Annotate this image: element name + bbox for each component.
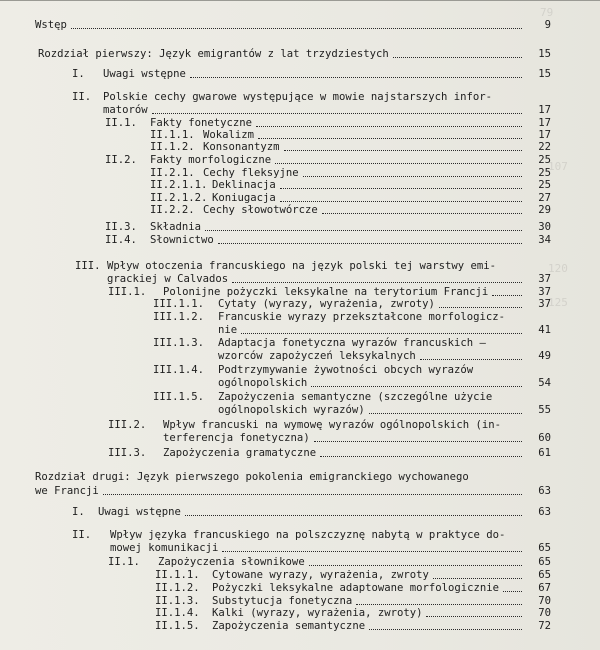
- dot-leader: [190, 67, 522, 78]
- toc-entry-number: I.: [72, 506, 85, 518]
- toc-entry-title: Wokalizm: [203, 129, 255, 141]
- dot-leader: [439, 297, 522, 308]
- toc-entry-title: Deklinacja: [212, 179, 276, 191]
- toc-entry-title: Zapożyczenia słownikowe: [158, 556, 305, 568]
- dot-leader: [320, 446, 522, 457]
- toc-entry-number: II.1.4.: [155, 607, 200, 619]
- dot-leader: [232, 272, 522, 283]
- toc-page-number: 37: [538, 286, 551, 298]
- toc-page-number: 54: [538, 377, 551, 389]
- toc-page-number: 70: [538, 607, 551, 619]
- dot-leader: [205, 220, 522, 231]
- toc-entry-title: ogólnopolskich wyrazów): [218, 404, 365, 416]
- dot-leader: [369, 403, 522, 414]
- toc-entry-number: III.2.: [108, 419, 147, 431]
- toc-page-number: 55: [538, 404, 551, 416]
- toc-entry-title: Pożyczki leksykalne adaptowane morfologicznie: [212, 582, 500, 594]
- toc-page-number: 29: [538, 204, 551, 216]
- toc-entry-title: Rozdział pierwszy: Język emigrantów z lat trzydziestych: [38, 48, 389, 60]
- toc-entry-title: Cechy fleksyjne: [203, 167, 299, 179]
- dot-leader: [280, 191, 522, 202]
- dot-leader: [258, 128, 522, 139]
- toc-entry-title: ogólnopolskich: [218, 377, 308, 389]
- toc-page-number: 17: [538, 117, 551, 129]
- toc-entry-number: II.3.: [105, 221, 137, 233]
- bleed-through-text: 107: [548, 160, 568, 173]
- dot-leader: [369, 619, 522, 630]
- dot-leader: [71, 18, 522, 29]
- bleed-through-text: 120: [548, 262, 568, 275]
- dot-leader: [420, 349, 522, 360]
- toc-entry-title: Fakty morfologiczne: [150, 154, 272, 166]
- toc-entry-title: Koniugacja: [212, 192, 276, 204]
- toc-entry-number: II.1.3.: [155, 595, 200, 607]
- toc-entry-number: III.1.1.: [153, 298, 205, 310]
- toc-entry-number: II.1.1.: [155, 569, 200, 581]
- toc-entry-title: matorów: [103, 104, 148, 116]
- toc-entry-title: nie: [218, 324, 238, 336]
- toc-entry-title: Wpływ języka francuskiego na polszczyznę nabytą w praktyce do-: [110, 529, 506, 541]
- toc-entry-title: Podtrzymywanie żywotności obcych wyrazów: [218, 364, 474, 376]
- dot-leader: [284, 140, 522, 151]
- toc-entry-title: Zapożyczenia gramatyczne: [163, 447, 317, 459]
- toc-entry-title: Polonijne pożyczki leksykalne na terytorium Francji: [163, 286, 489, 298]
- toc-entry-number: II.1.1.: [150, 129, 195, 141]
- dot-leader: [152, 103, 522, 114]
- toc-entry-number: II.2.: [105, 154, 137, 166]
- toc-page-number: 67: [538, 582, 551, 594]
- toc-page-number: 61: [538, 447, 551, 459]
- toc-page-number: 37: [538, 273, 551, 285]
- toc-entry-title: terferencja fonetyczna): [163, 432, 310, 444]
- toc-entry-number: III.3.: [108, 447, 147, 459]
- toc-page-number: 17: [538, 104, 551, 116]
- toc-entry-number: II.2.2.: [150, 204, 195, 216]
- dot-leader: [275, 153, 522, 164]
- toc-page-number: 22: [538, 141, 551, 153]
- toc-entry-title: Substytucja fonetyczna: [212, 595, 353, 607]
- toc-entry-number: II.1.5.: [155, 620, 200, 632]
- toc-entry-title: Składnia: [150, 221, 202, 233]
- toc-entry-title: we Francji: [35, 485, 99, 497]
- toc-page-number: 65: [538, 569, 551, 581]
- dot-leader: [303, 166, 522, 177]
- dot-leader: [503, 581, 522, 592]
- dot-leader: [103, 484, 522, 495]
- toc-entry-number: III.: [75, 260, 101, 272]
- toc-page-number: 49: [538, 350, 551, 362]
- toc-page-number: 72: [538, 620, 551, 632]
- dot-leader: [322, 203, 522, 214]
- toc-page-number: 17: [538, 129, 551, 141]
- toc-entry-title: Francuskie wyrazy przekształcone morfologicz-: [218, 311, 506, 323]
- toc-page-number: 60: [538, 432, 551, 444]
- dot-leader: [218, 233, 522, 244]
- toc-entry-number: II.: [72, 91, 92, 103]
- toc-entry-title: Rozdział drugi: Język pierwszego pokolenia emigranckiego wychowanego: [35, 471, 469, 483]
- dot-leader: [222, 541, 522, 552]
- toc-entry-number: III.1.3.: [153, 337, 205, 349]
- toc-page-number: 65: [538, 556, 551, 568]
- dot-leader: [280, 178, 522, 189]
- dot-leader: [311, 376, 522, 387]
- dot-leader: [492, 285, 522, 296]
- toc-entry-number: II.1.: [108, 556, 140, 568]
- dot-leader: [256, 116, 522, 127]
- toc-page-number: 25: [538, 167, 551, 179]
- toc-entry-title: Adaptacja fonetyczna wyrazów francuskich –: [218, 337, 486, 349]
- toc-page-number: 25: [538, 154, 551, 166]
- toc-page-number: 15: [538, 68, 551, 80]
- dot-leader: [426, 606, 522, 617]
- toc-entry-number: III.1.2.: [153, 311, 205, 323]
- toc-entry-title: Wpływ otoczenia francuskiego na język polski tej warstwy emi-: [107, 260, 497, 272]
- toc-entry-number: II.1.2.: [150, 141, 195, 153]
- toc-entry-title: grackiej w Calvados: [107, 273, 229, 285]
- dot-leader: [393, 47, 522, 58]
- toc-page-number: 65: [538, 542, 551, 554]
- toc-page-number: 37: [538, 298, 551, 310]
- toc-entry-title: Polskie cechy gwarowe występujące w mowie najstarszych infor-: [103, 91, 493, 103]
- toc-entry-title: Fakty fonetyczne: [150, 117, 253, 129]
- toc-page-number: 9: [544, 19, 551, 31]
- toc-page-number: 15: [538, 48, 551, 60]
- toc-entry-number: II.2.1.2.: [150, 192, 208, 204]
- toc-entry-title: Zapożyczenia semantyczne: [212, 620, 366, 632]
- toc-entry-title: mowej komunikacji: [110, 542, 219, 554]
- bleed-through-text: 79: [540, 6, 554, 19]
- toc-entry-title: Cytaty (wyrazy, wyrażenia, zwroty): [218, 298, 435, 310]
- toc-page-number: 41: [538, 324, 551, 336]
- toc-entry-title: Konsonantyzm: [203, 141, 280, 153]
- dot-leader: [433, 568, 522, 579]
- toc-page-number: 25: [538, 179, 551, 191]
- dot-leader: [185, 505, 522, 516]
- toc-entry-number: II.2.1.1.: [150, 179, 208, 191]
- toc-entry-title: Wstęp: [35, 19, 67, 31]
- toc-entry-title: Uwagi wstępne: [103, 68, 186, 80]
- toc-entry-number: II.4.: [105, 234, 137, 246]
- toc-page-number: 30: [538, 221, 551, 233]
- toc-entry-title: Cechy słowotwórcze: [203, 204, 318, 216]
- dot-leader: [241, 323, 522, 334]
- toc-page-number: 63: [538, 485, 551, 497]
- toc-entry-number: III.1.: [108, 286, 147, 298]
- toc-entry-title: Słownictwo: [150, 234, 214, 246]
- toc-entry-title: Cytowane wyrazy, wyrażenia, zwroty: [212, 569, 429, 581]
- toc-entry-number: I.: [72, 68, 85, 80]
- dot-leader: [314, 431, 522, 442]
- toc-entry-number: II.: [72, 529, 92, 541]
- bleed-through-text: 125: [548, 296, 568, 309]
- toc-entry-number: II.2.1.: [150, 167, 195, 179]
- toc-entry-number: II.1.: [105, 117, 137, 129]
- toc-entry-number: III.1.4.: [153, 364, 205, 376]
- toc-page-number: 70: [538, 595, 551, 607]
- toc-entry-number: II.1.2.: [155, 582, 200, 594]
- toc-entry-title: wzorców zapożyczeń leksykalnych: [218, 350, 416, 362]
- toc-entry-title: Kalki (wyrazy, wyrażenia, zwroty): [212, 607, 423, 619]
- toc-page-number: 27: [538, 192, 551, 204]
- toc-entry-title: Wpływ francuski na wymowę wyrazów ogólnopolskich (in-: [163, 419, 502, 431]
- toc-entry-title: Zapożyczenia semantyczne (szczególne użycie: [218, 391, 493, 403]
- dot-leader: [309, 555, 522, 566]
- toc-entry-number: III.1.5.: [153, 391, 205, 403]
- toc-entry-title: Uwagi wstępne: [98, 506, 181, 518]
- toc-page-number: 63: [538, 506, 551, 518]
- toc-page-number: 34: [538, 234, 551, 246]
- dot-leader: [356, 594, 522, 605]
